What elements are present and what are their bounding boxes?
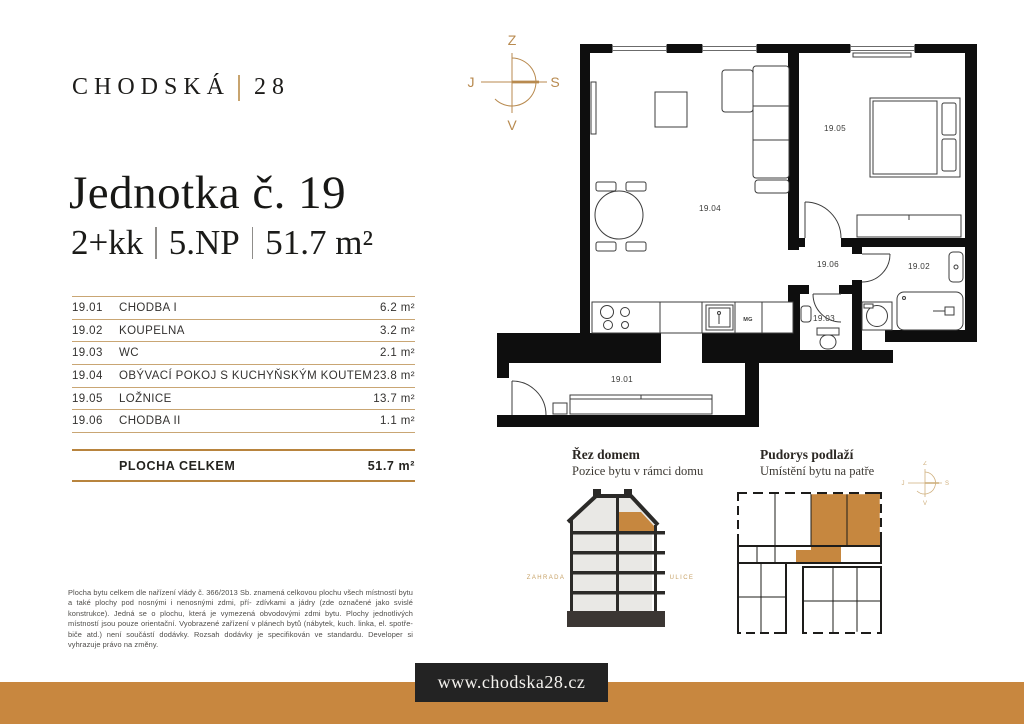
room-name: LOŽNICE: [119, 392, 172, 405]
unit-subtitle: [71, 223, 373, 263]
compass-right-label: S: [944, 481, 950, 487]
brand-name: CHODSKÁ: [72, 74, 231, 100]
brand-separator: [238, 75, 240, 101]
website-url[interactable]: www.chodska28.cz: [437, 672, 586, 692]
compass-left-label: J: [901, 481, 905, 487]
brand-logo: [72, 74, 290, 101]
room-name: CHODBA I: [119, 301, 178, 314]
room-area: 3.2 m²: [380, 324, 415, 337]
compass-top-label: Z: [923, 461, 927, 467]
floor-overview-plan: [735, 485, 905, 645]
total-area: 51.7 m²: [367, 458, 415, 473]
room-code: 19.04: [72, 369, 103, 382]
unit-area: 51.7 m²: [265, 223, 373, 262]
table-row: [72, 388, 415, 411]
table-row: [72, 320, 415, 343]
compass-rose-small: [895, 455, 955, 511]
compass-left-label: J: [467, 74, 475, 90]
room-label-1906: 19.06: [817, 260, 839, 269]
room-area: 23.8 m²: [373, 369, 415, 382]
total-label: PLOCHA CELKEM: [119, 458, 236, 473]
brand-number: 28: [254, 74, 291, 100]
table-row: [72, 297, 415, 320]
room-area: 6.2 m²: [380, 301, 415, 314]
room-name: CHODBA II: [119, 415, 181, 428]
room-area: 2.1 m²: [380, 347, 415, 360]
building-section-diagram: [526, 485, 730, 635]
room-code: 19.05: [72, 392, 103, 405]
room-code: 19.06: [72, 415, 103, 428]
room-code: 19.02: [72, 324, 103, 337]
room-name: WC: [119, 347, 139, 360]
unit-floor: 5.NP: [168, 223, 240, 262]
room-name: KOUPELNA: [119, 324, 185, 337]
table-row: [72, 342, 415, 365]
compass-bottom-label: V: [507, 117, 517, 133]
subtitle-divider: [155, 227, 157, 259]
page-title: Jednotka č. 19: [69, 167, 347, 219]
compass-top-label: Z: [507, 32, 517, 48]
compass-bottom-label: V: [922, 501, 928, 507]
room-code: 19.03: [72, 347, 103, 360]
subtitle-divider: [252, 227, 254, 259]
room-label-1905: 19.05: [824, 124, 846, 133]
website-banner[interactable]: [415, 663, 608, 702]
room-label-1904: 19.04: [699, 204, 721, 213]
table-row: [72, 365, 415, 388]
appliance-label: MG: [743, 317, 753, 323]
apartment-floorplan: [495, 30, 985, 430]
section-right-label: ULICE: [669, 575, 695, 581]
overview-title: Pudorys podlaží: [760, 447, 854, 462]
room-code: 19.01: [72, 301, 103, 314]
total-row: [72, 449, 415, 482]
room-label-1903: 19.03: [813, 314, 835, 323]
overview-heading: [760, 447, 874, 479]
compass-right-label: S: [550, 74, 560, 90]
section-left-label: ZAHRADA: [526, 575, 566, 581]
room-area: 13.7 m²: [373, 392, 415, 405]
unit-layout: 2+kk: [71, 223, 144, 262]
section-title: Řez domem: [572, 447, 640, 462]
overview-subtitle: Umístění bytu na patře: [760, 464, 875, 478]
room-name: OBÝVACÍ POKOJ S KUCHYŇSKÝM KOUTEM: [119, 369, 373, 382]
room-area: 1.1 m²: [380, 415, 415, 428]
table-row: [72, 410, 415, 433]
section-heading: [572, 447, 703, 479]
room-label-1901: 19.01: [611, 375, 633, 384]
disclaimer-text: Plocha bytu celkem dle nařízení vlády č. 366/2013 Sb. znamená celkovou plochu všech místností bytu a také plochy pod nosnými i nenosnými zdmi, pří- zdívkami a jádry (zde označené jako svislé konstrukce). Jedná se o plochu, která je vymezená obvodovými zdmi bytu. Plochy jednotlivých místností jsou pouze orientační. Vyobrazené zařízení v plánech bytů (nábytek, kuch. linka, el. spotře- biče atd.) není součástí dodávky. Rozsah dodávky je specifikován ve standardu. Developer si vyhrazuje právo na změny.: [68, 588, 413, 650]
section-subtitle: Pozice bytu v rámci domu: [572, 464, 704, 478]
room-label-1902: 19.02: [908, 262, 930, 271]
room-table: [72, 296, 415, 433]
